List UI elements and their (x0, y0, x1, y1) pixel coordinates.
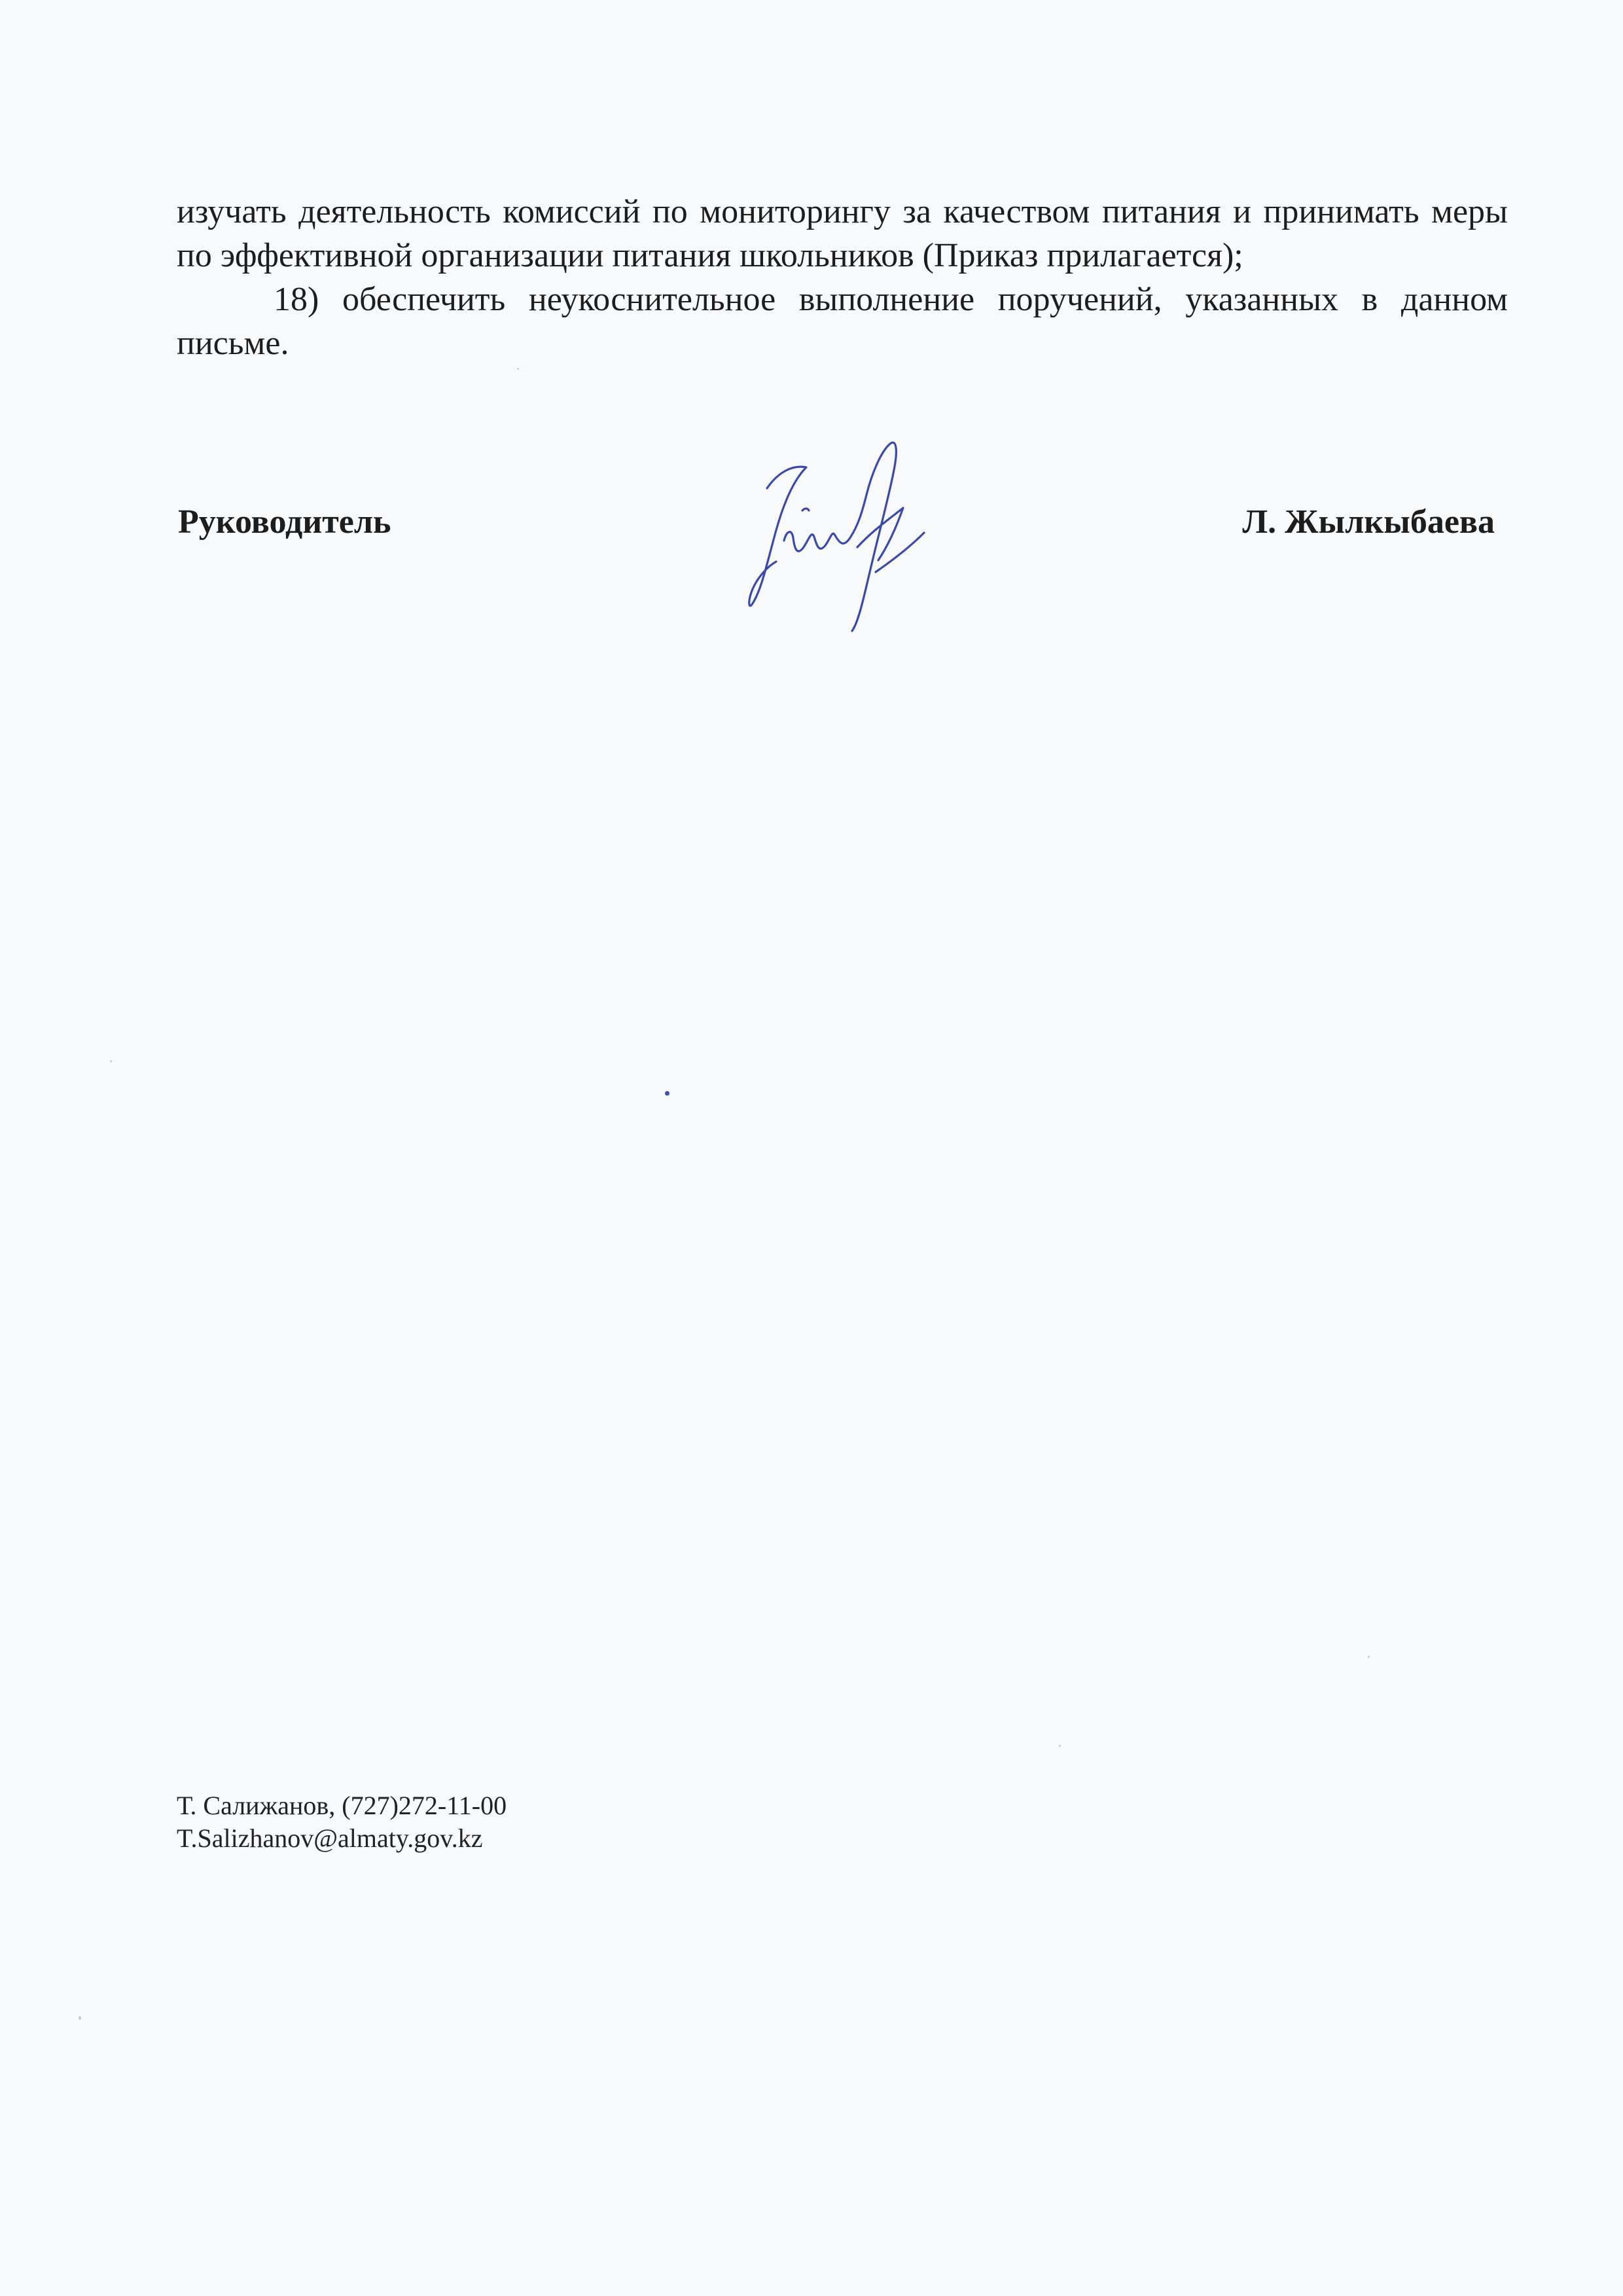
scan-speck (1368, 1656, 1370, 1658)
scan-speck (517, 368, 519, 370)
executor-email: T.Salizhanov@almaty.gov.kz (177, 1823, 483, 1853)
paragraph-18: 18) обеспечить неукоснительное выполнение поручений, указанных в данном письме. (177, 281, 1508, 362)
signatory-title: Руководитель (178, 503, 391, 541)
handwritten-signature (733, 432, 955, 641)
letter-body (177, 190, 1508, 365)
scan-speck (110, 1060, 112, 1062)
executor-contact (177, 1789, 507, 1855)
scan-speck (79, 2016, 81, 2020)
scan-speck (1059, 1745, 1061, 1747)
signatory-name: Л. Жылкыбаева (1242, 503, 1495, 541)
ink-dot (665, 1091, 669, 1096)
paragraph-17-continuation: изучать деятельность комиссий по мониторингу за качеством питания и принимать меры по эффективной организации питания школьников (Приказ прилагается); (177, 193, 1508, 274)
executor-name-phone: Т. Салижанов, (727)272-11-00 (177, 1791, 507, 1820)
